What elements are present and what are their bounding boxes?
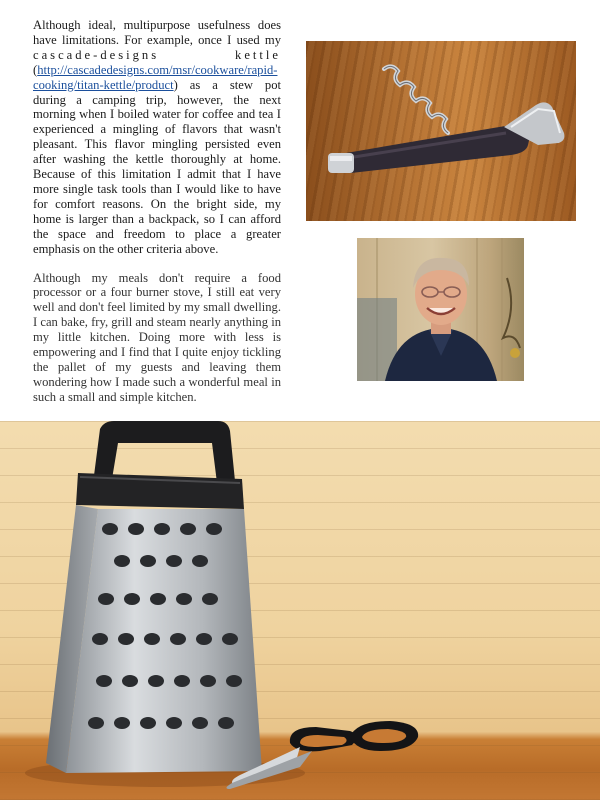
corkscrew-photo xyxy=(306,41,576,221)
grater-icon xyxy=(0,421,600,800)
paragraph-small-kitchen: Although my meals don't require a food processor or a four burner stove, I still eat very well and don't feel limited by my small dwelling. I can bake, fry, grill and steam nearly anything in my little kitchen. Doing more with less is empowering and I find that I quite enjoy tickling the pallet of my guests and leaving them wondering how I made such a wonderful meal in such a small and simple kitchen. xyxy=(33,270,281,404)
open-paren: ( xyxy=(33,62,38,77)
person-icon xyxy=(357,238,524,381)
article-text-column xyxy=(33,18,281,405)
paragraph-kettle-body: ) as a stew pot during a camping trip, however, the next morning when I boiled water for coffee and tea I experienced a mingling of flavors that wasn't pleasant. This flavor mingling persisted even after washing the kettle thoroughly at home. Because of this limitation I admit that I have more single task tools than I would like to have for comfort reasons. On the bright side, my home is larger than a backpack, so I can afford the space and freedom to place a greater emphasis on the other criteria above. xyxy=(33,77,281,256)
paragraph-kettle-intro: Although ideal, multipurpose usefulness does have limitations. For example, once I used my xyxy=(33,18,281,47)
paragraph-kettle xyxy=(33,18,281,257)
corkscrew-icon xyxy=(306,41,576,221)
kettle-product-link[interactable]: http://cascadedesigns.com/msr/cookware/rapid-cooking/titan-kettle/product xyxy=(33,62,278,92)
author-portrait-photo xyxy=(357,238,524,381)
kettle-product-name: cascade-designs kettle xyxy=(33,47,281,62)
box-grater-photo xyxy=(0,421,600,800)
